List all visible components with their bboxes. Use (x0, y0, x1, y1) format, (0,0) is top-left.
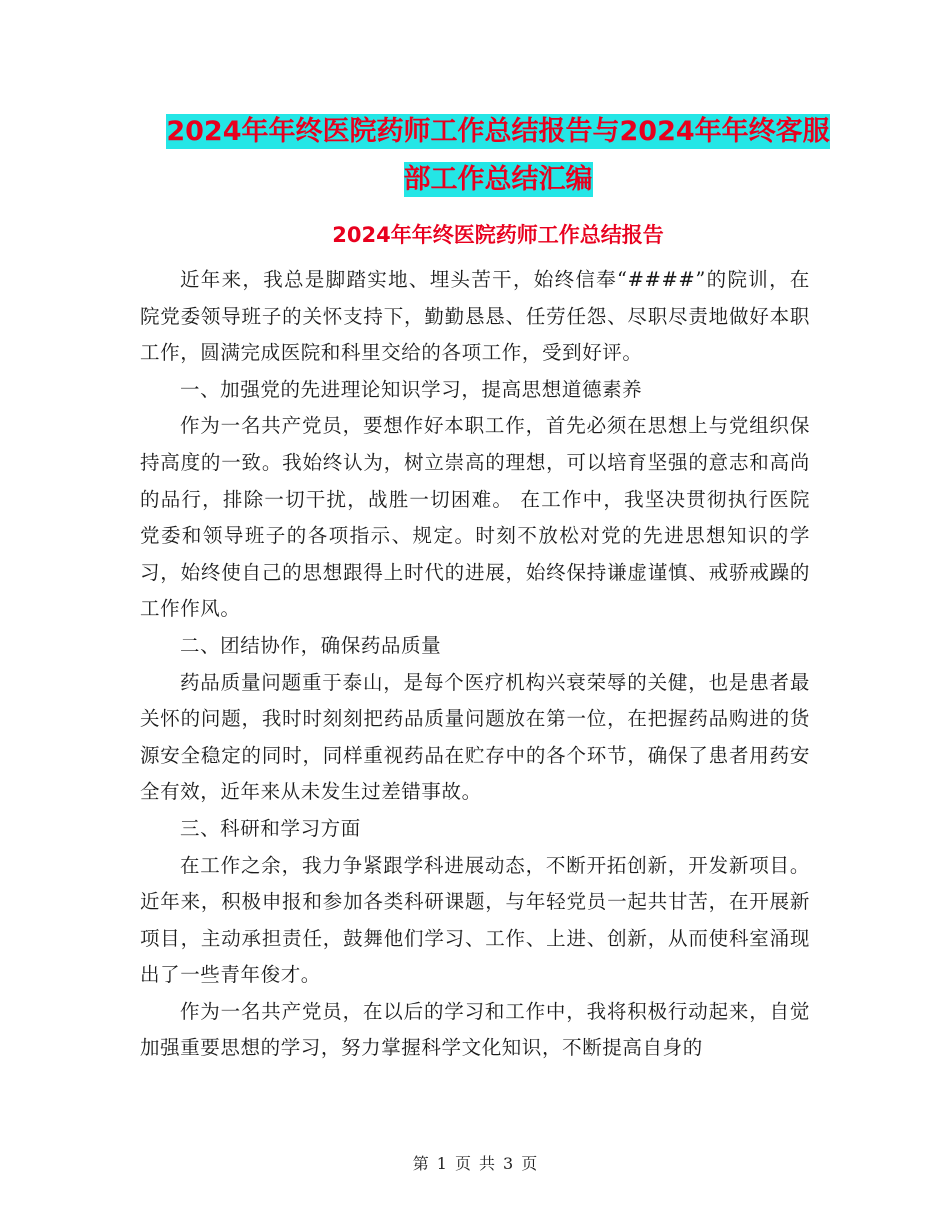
footer-suffix: 页 (521, 1154, 538, 1173)
footer-total-word: 共 (479, 1154, 496, 1173)
section-title: 2024年年终医院药师工作总结报告 (332, 223, 664, 247)
document-body (140, 262, 810, 1067)
paragraph-one: 作为一名共产党员，要想作好本职工作，首先必须在思想上与党组织保持高度的一致。我始终认为，树立崇高的理想，可以培育坚强的意志和高尚的品行，排除一切干扰，战胜一切困难。 在工作中，我坚决贯彻执行医院党委和领导班子的各项指示、规定。时刻不放松对党的先进思想知识的学习，始终使自己的思想跟得上时代的进展，始终保持谦虚谨慎、戒骄戒躁的工作作风。 (140, 414, 810, 621)
footer-current-page: 1 (436, 1154, 447, 1173)
heading-one: 一、加强党的先进理论知识学习，提高思想道德素养 (179, 377, 643, 401)
footer-prefix: 第 (412, 1154, 429, 1173)
document-title-line-2: 部工作总结汇编 (403, 164, 593, 195)
paragraph-four: 作为一名共产党员，在以后的学习和工作中，我将积极行动起来，自觉加强重要思想的学习，努力掌握科学文化知识，不断提高自身的 (140, 999, 810, 1060)
footer-page-word: 页 (454, 1154, 471, 1173)
paragraph-two: 药品质量问题重于泰山，是每个医疗机构兴衰荣辱的关健，也是患者最关怀的问题，我时时刻刻把药品质量问题放在第一位，在把握药品购进的货源安全稳定的同时，同样重视药品在贮存中的各个环节，确保了患者用药安全有效，近年来从未发生过差错事故。 (140, 670, 810, 804)
document-title-line-1: 2024年年终医院药师工作总结报告与2024年年终客服 (166, 116, 830, 147)
page-footer (0, 1152, 950, 1176)
footer-total-pages: 3 (503, 1154, 514, 1173)
paragraph-intro: 近年来，我总是脚踏实地、埋头苦干，始终信奉“####”的院训，在院党委领导班子的关怀支持下，勤勤恳恳、任劳任怨、尽职尽责地做好本职工作，圆满完成医院和科里交给的各项工作，受到好评。 (140, 268, 810, 365)
heading-three: 三、科研和学习方面 (179, 816, 361, 840)
paragraph-three: 在工作之余，我力争紧跟学科进展动态，不断开拓创新，开发新项目。近年来，积极申报和参加各类科研课题，与年轻党员一起共甘苦，在开展新项目，主动承担责任，鼓舞他们学习、工作、上进、创新，从而使科室涌现出了一些青年俊才。 (140, 853, 810, 987)
heading-two: 二、团结协作，确保药品质量 (179, 633, 442, 657)
document-title (140, 108, 856, 204)
